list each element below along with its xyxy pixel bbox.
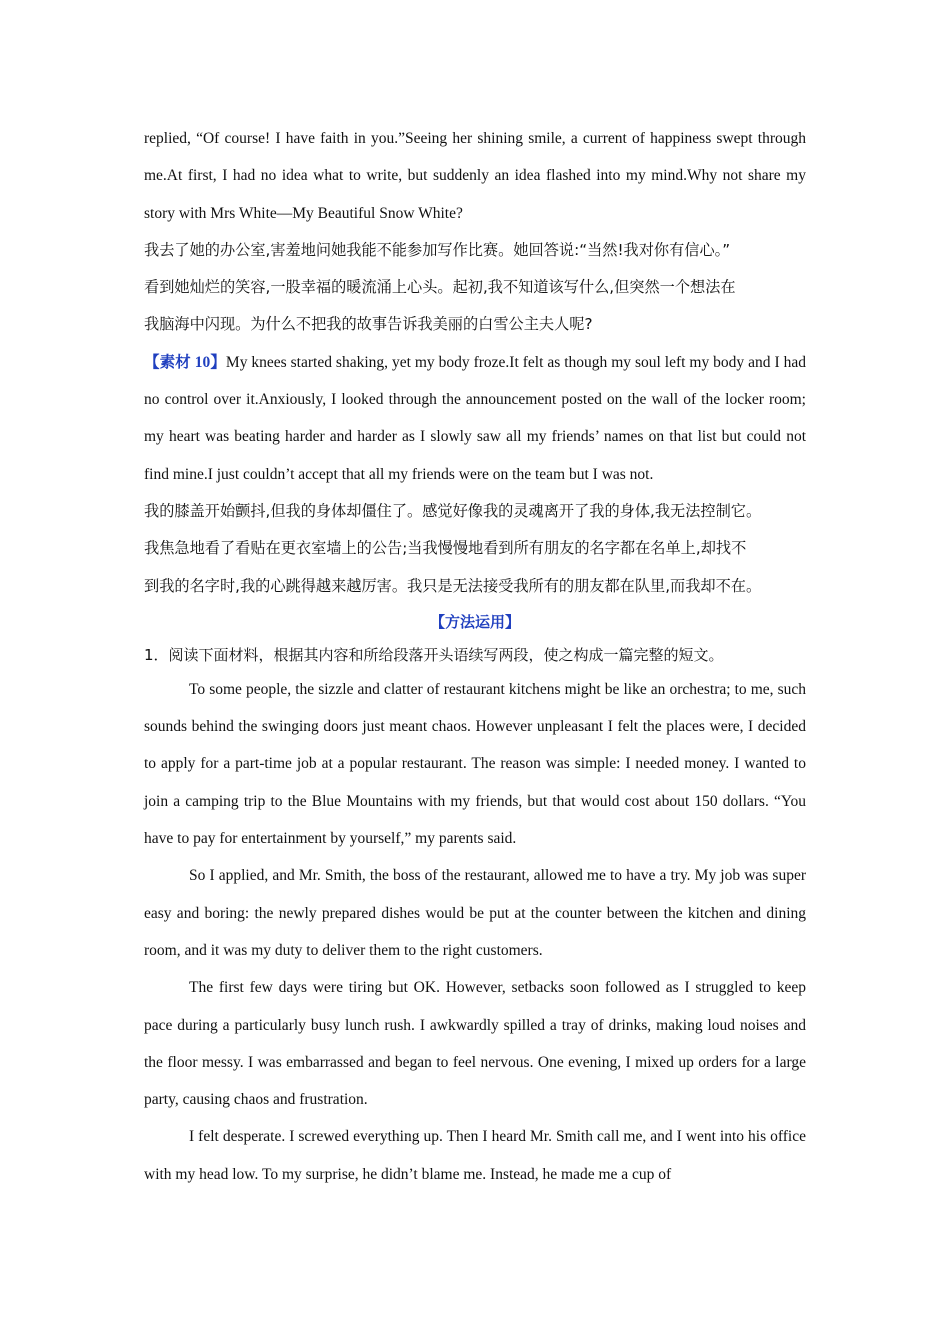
material10-english-paragraph <box>144 344 806 493</box>
material9-chinese-line-3: 我脑海中闪现。为什么不把我的故事告诉我美丽的白雪公主夫人呢? <box>144 315 593 334</box>
passage-paragraph-1: To some people, the sizzle and clatter of restaurant kitchens might be like an orchestra; to me, such sounds behind the swinging doors just meant chaos. However unpleasant I felt the places were, I decided to apply for a part-time job at a popular restaurant. The reason was simple: I needed money. I wanted to join a camping trip to the Blue Mountains with my friends, but that would cost about 150 dollars. “You have to pay for entertainment by yourself,” my parents said. <box>144 680 806 848</box>
material10-english-text: My knees started shaking, yet my body froze.It felt as though my soul left my body and I had no control over it.Anxiously, I looked through the announcement posted on the wall of the locker room; my heart was beating harder and harder as I slowly saw all my friends’ names on that list but could not find mine.I just couldn’t accept that all my friends were on the team but I was not. <box>144 353 806 483</box>
material10-chinese-line-1: 我的膝盖开始颤抖,但我的身体却僵住了。感觉好像我的灵魂离开了我的身体,我无法控制它。 <box>144 501 762 520</box>
material9-chinese-line-1: 我去了她的办公室,害羞地问她我能不能参加写作比赛。她回答说:“当然!我对你有信心。” <box>144 240 731 259</box>
material9-chinese-line-2: 看到她灿烂的笑容,一股幸福的暖流涌上心头。起初,我不知道该写什么,但突然一个想法在 <box>144 278 736 297</box>
document-page <box>144 120 806 1193</box>
material10-chinese-line-3: 到我的名字时,我的心跳得越来越厉害。我只是无法接受我所有的朋友都在队里,而我却不在。 <box>144 576 762 595</box>
material9-english-paragraph: replied, “Of course! I have faith in you.”Seeing her shining smile, a current of happiness swept through me.At first, I had no idea what to write, but suddenly an idea flashed into my mind.Why not share my story with Mrs White—My Beautiful Snow White? <box>144 130 806 222</box>
section-title-method: 【方法运用】 <box>429 612 520 631</box>
passage-paragraph-4: I felt desperate. I screwed everything up. Then I heard Mr. Smith call me, and I went into his office with my head low. To my surprise, he didn’t blame me. Instead, he made me a cup of <box>144 1128 806 1183</box>
question-1-instruction: 1．阅读下面材料，根据其内容和所给段落开头语续写两段，使之构成一篇完整的短文。 <box>144 645 724 664</box>
passage-paragraph-2: So I applied, and Mr. Smith, the boss of the restaurant, allowed me to have a try. My job was super easy and boring: the newly prepared dishes would be put at the counter between the kitchen and dining room, and it was my duty to deliver them to the right customers. <box>144 867 806 959</box>
material10-label: 【素材 10】 <box>144 352 226 371</box>
passage-paragraph-3: The first few days were tiring but OK. However, setbacks soon followed as I struggled to keep pace during a particularly busy lunch rush. I awkwardly spilled a tray of drinks, making loud noises and the floor messy. I was embarrassed and began to feel nervous. One evening, I mixed up orders for a large party, causing chaos and frustration. <box>144 979 806 1109</box>
material10-chinese-line-2: 我焦急地看了看贴在更衣室墙上的公告;当我慢慢地看到所有朋友的名字都在名单上,却找不 <box>144 539 747 558</box>
